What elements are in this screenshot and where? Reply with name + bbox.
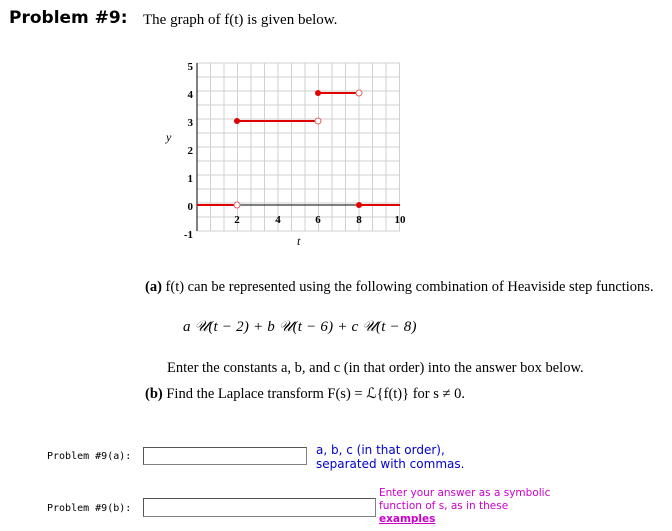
- part-a-text: f(t) can be represented using the following combination of Heaviside step functions.: [165, 279, 654, 295]
- step-function-curve: [197, 93, 400, 205]
- answer-a-label: Problem #9(a):: [47, 451, 132, 462]
- answer-b-hint-line1: Enter your answer as a symbolic: [379, 487, 551, 499]
- part-b-text: Find the Laplace transform F(s) = ℒ{f(t)} for s ≠ 0.: [166, 386, 465, 402]
- answer-a-input[interactable]: [143, 447, 307, 465]
- answer-b-input[interactable]: [143, 498, 376, 517]
- xtick-8: 8: [356, 214, 362, 226]
- step-function-graph: [150, 55, 410, 255]
- open-point-8-4: [356, 90, 362, 96]
- xtick-2: 2: [234, 214, 240, 226]
- ytick-5: 5: [187, 61, 193, 73]
- answer-a-hint-line1: a, b, c (in that order),: [316, 443, 445, 457]
- ytick-0: 0: [187, 201, 193, 213]
- part-b-label: (b): [145, 386, 163, 402]
- ytick-1: 1: [187, 173, 193, 185]
- ytick-4: 4: [187, 89, 193, 101]
- closed-point-2-3: [234, 118, 240, 124]
- answer-b-label: Problem #9(b):: [47, 503, 132, 514]
- part-b: [145, 386, 465, 403]
- ytick-2: 2: [187, 145, 193, 157]
- xtick-6: 6: [315, 214, 321, 226]
- part-a: [145, 279, 654, 296]
- answer-b-hint: [379, 487, 550, 526]
- part-a-instructions: Enter the constants a, b, and c (in that order) into the answer box below.: [167, 360, 584, 376]
- open-point-6-3: [315, 118, 321, 124]
- part-a-label: (a): [145, 279, 162, 295]
- answer-b-hint-line2: function of s, as in these: [379, 500, 509, 512]
- closed-point-6-4: [315, 90, 321, 96]
- xtick-10: 10: [394, 214, 406, 226]
- answer-a-hint: [316, 443, 464, 471]
- heaviside-formula: a 𝒰(t − 2) + b 𝒰(t − 6) + c 𝒰(t − 8): [183, 319, 417, 335]
- answer-a-hint-line2: separated with commas.: [316, 457, 465, 471]
- ytick-3: 3: [187, 117, 193, 129]
- ytick-neg1: -1: [183, 229, 193, 241]
- problem-title: Problem #9:: [9, 8, 128, 28]
- open-point-2-0: [234, 202, 240, 208]
- problem-intro: The graph of f(t) is given below.: [143, 12, 338, 28]
- y-axis-label: y: [166, 130, 172, 144]
- examples-link[interactable]: examples: [379, 513, 436, 525]
- x-axis-label: t: [297, 234, 301, 248]
- xtick-4: 4: [275, 214, 281, 226]
- closed-point-8-0: [356, 202, 362, 208]
